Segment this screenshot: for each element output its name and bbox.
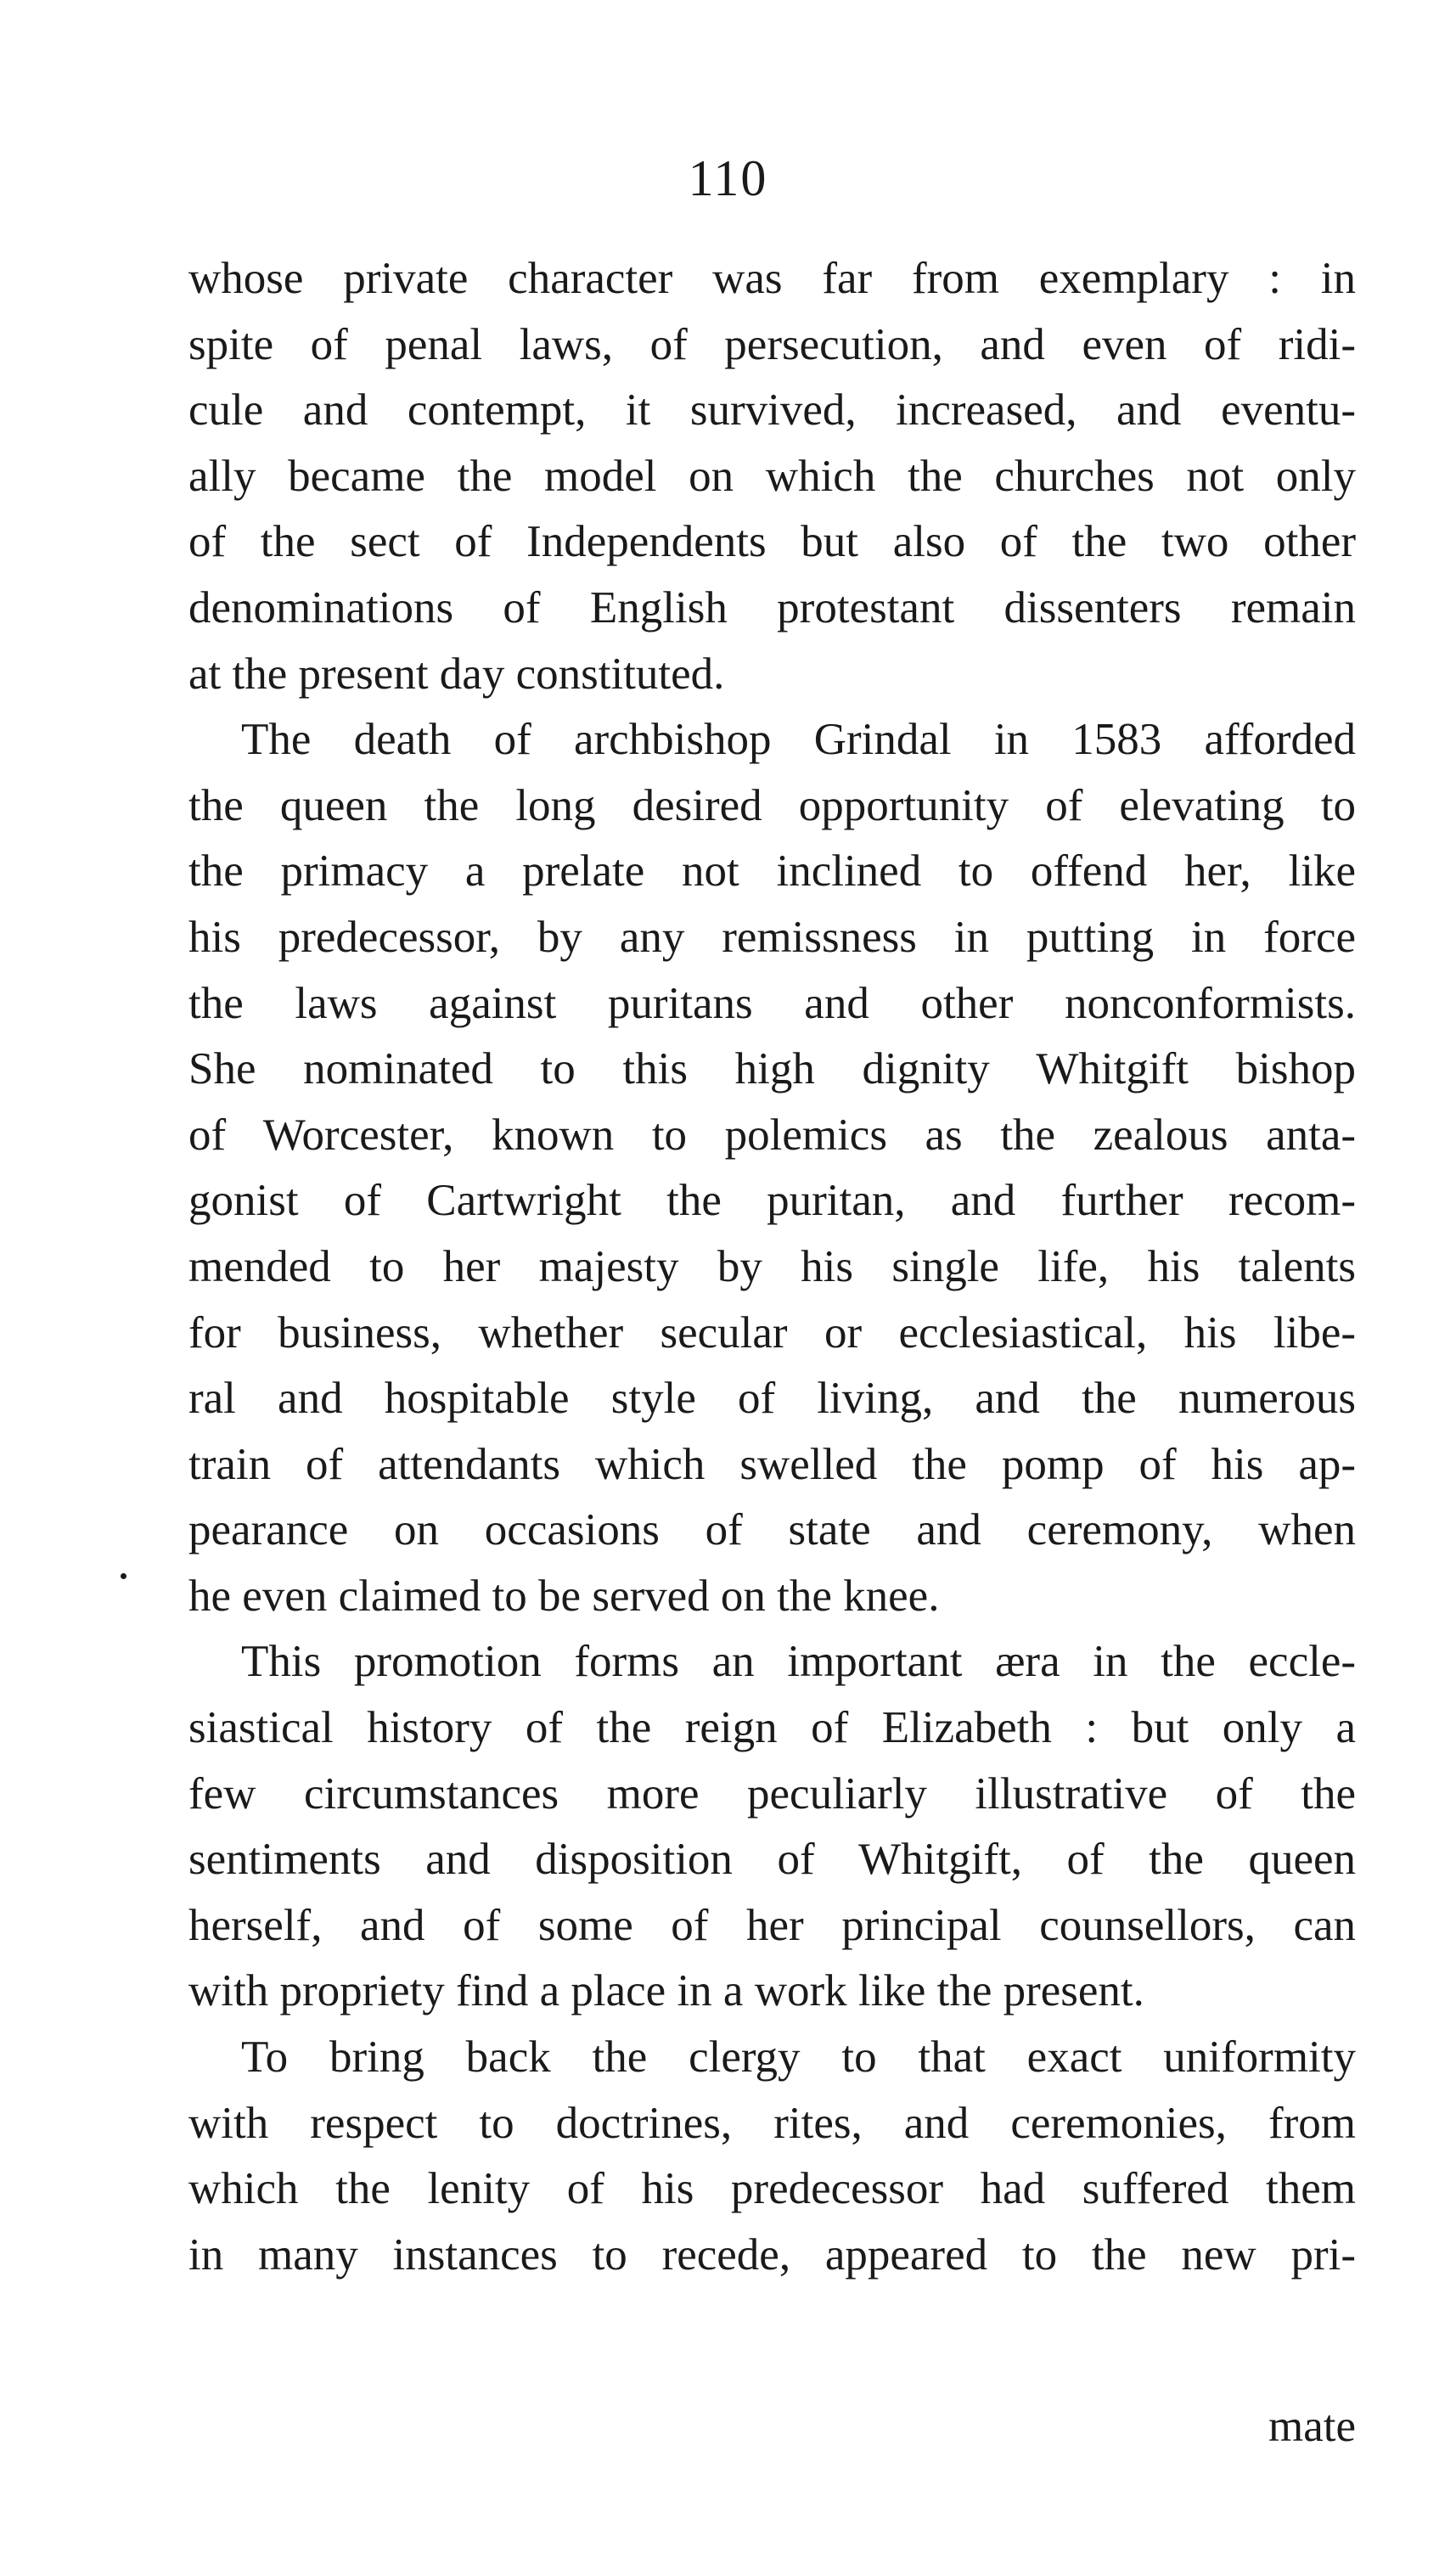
text-line: he even claimed to be served on the knee. (188, 1571, 940, 1621)
text-line: denominations of English protestant dissenters remain (188, 582, 1356, 632)
text-line: siastical history of the reign of Elizabeth : but only a (188, 1703, 1356, 1753)
text-line: with propriety find a place in a work like the present. (188, 1966, 1144, 2016)
text-line: She nominated to this high dignity Whitgift bishop (188, 1044, 1356, 1094)
text-line: which the lenity of his predecessor had suffered them (188, 2164, 1356, 2214)
text-line: few circumstances more peculiarly illustrative of the (188, 1768, 1356, 1819)
text-line: of Worcester, known to polemics as the zealous anta- (188, 1110, 1356, 1160)
text-line: cule and contempt, it survived, increased, and eventu- (188, 385, 1356, 436)
text-line: ral and hospitable style of living, and the numerous (188, 1374, 1356, 1424)
text-line: The death of archbishop Grindal in 1583 afforded (241, 715, 1356, 765)
body-text (188, 246, 1356, 2288)
text-line: the laws against puritans and other nonconformists. (188, 978, 1356, 1028)
text-line: whose private character was far from exemplary : in (188, 254, 1356, 303)
text-line: at the present day constituted. (188, 649, 725, 699)
text-line: the primacy a prelate not inclined to offend her, like (188, 846, 1356, 897)
text-line: in many instances to recede, appeared to the new pri- (188, 2229, 1356, 2280)
page-number: 110 (688, 150, 768, 206)
text-line: gonist of Cartwright the puritan, and further recom- (188, 1176, 1356, 1226)
margin-dot-mark (121, 1573, 126, 1579)
text-line: pearance on occasions of state and ceremony, when (188, 1505, 1356, 1555)
text-line: train of attendants which swelled the pomp of his ap- (188, 1439, 1356, 1489)
text-line: spite of penal laws, of persecution, and even of ridi- (188, 319, 1356, 369)
text-line: for business, whether secular or ecclesiastical, his libe- (188, 1307, 1356, 1358)
text-line: ally became the model on which the churches not only (188, 451, 1356, 501)
text-line: of the sect of Independents but also of the two other (188, 517, 1356, 567)
text-line: To bring back the clergy to that exact uniformity (241, 2032, 1356, 2083)
catchword: mate (1268, 2402, 1356, 2451)
text-line: the queen the long desired opportunity of elevating to (188, 780, 1356, 830)
text-line: with respect to doctrines, rites, and ceremonies, from (188, 2098, 1356, 2148)
text-line: herself, and of some of her principal counsellors, can (188, 1900, 1356, 1950)
text-line: his predecessor, by any remissness in putting in force (188, 912, 1356, 962)
text-line: mended to her majesty by his single life, his talents (188, 1241, 1356, 1291)
text-line: This promotion forms an important æra in the eccle- (241, 1637, 1356, 1687)
text-line: sentiments and disposition of Whitgift, of the queen (188, 1835, 1356, 1885)
